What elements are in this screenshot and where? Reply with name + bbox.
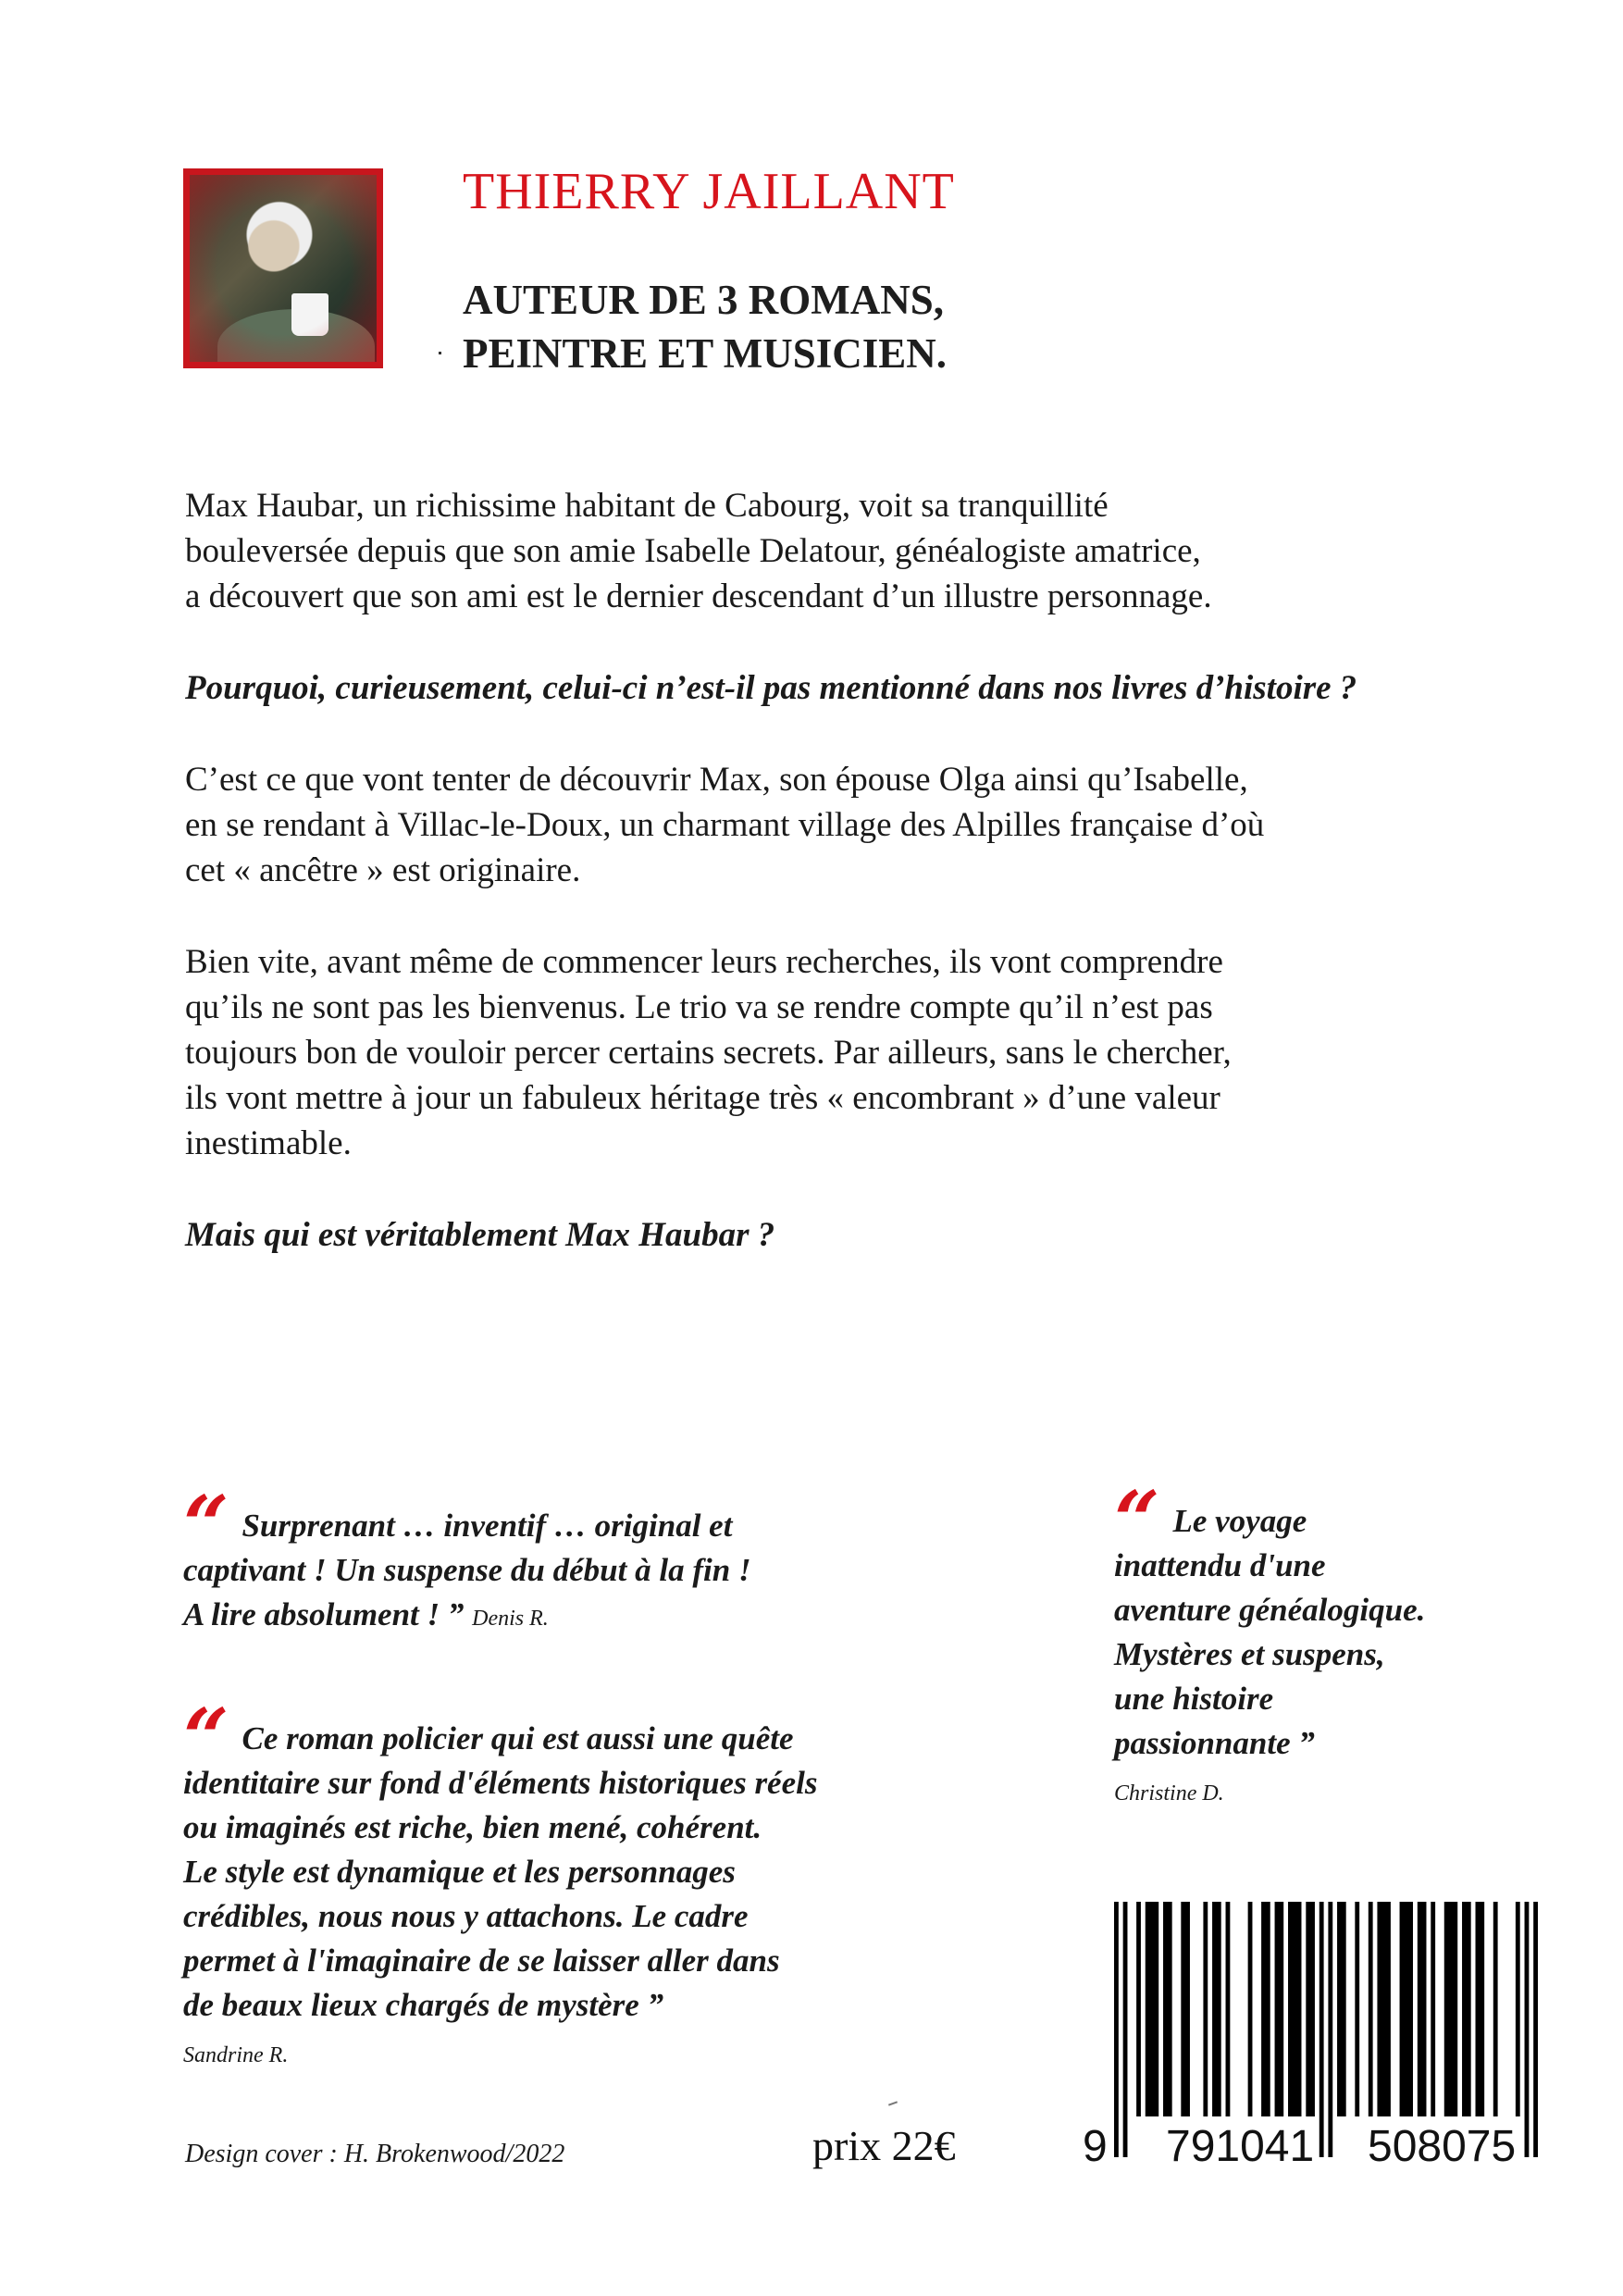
text-line: inestimable. [185,1124,352,1162]
barcode-bar [1525,1902,1530,2157]
text-line: cet « ancêtre » est originaire. [185,851,581,889]
review-text-line: inattendu d'une [1114,1547,1326,1583]
barcode-bar [1248,1902,1253,2116]
barcode-bar [1136,1902,1141,2116]
author-subtitle-line: AUTEUR DE 3 ROMANS, [463,277,945,323]
text-line: bouleversée depuis que son amie Isabelle Delatour, généalogiste amatrice, [185,532,1201,570]
text-line: toujours bon de vouloir percer certains secrets. Par ailleurs, sans le chercher, [185,1034,1232,1072]
text-line: Max Haubar, un richissime habitant de Cabourg, voit sa tranquillité [185,487,1109,525]
review-text-line: de beaux lieux chargés de mystère ” [183,1987,664,2023]
text-line: Bien vite, avant même de commencer leurs recherches, ils vont comprendre [185,943,1223,981]
barcode-bar [1400,1902,1413,2116]
barcode-bar [1226,1902,1231,2116]
text-line: en se rendant à Villac-le-Doux, un charmant village des Alpilles française d’où [185,806,1265,844]
decorative-tick [888,2101,898,2105]
review-text-line: aventure généalogique. [1114,1592,1426,1628]
barcode-bar [1355,1902,1359,2116]
author-subtitle-line: PEINTRE ET MUSICIEN. [463,330,948,377]
barcode-bar [1123,1902,1128,2157]
review-text-line: Mystères et suspens, [1114,1636,1385,1672]
decorative-dot [439,352,441,354]
price: prix 22€ [812,2122,956,2169]
barcode-bar [1462,1902,1471,2116]
quote-mark-icon: “ [183,1479,229,1572]
barcode-bar [1275,1902,1284,2116]
barcode-bar [1114,1902,1119,2157]
barcode-bar [1163,1902,1172,2116]
review-text-line: Le voyage [1172,1503,1307,1539]
barcode-bar [1306,1902,1315,2116]
review-christine [1114,1474,1426,1816]
barcode-bar [1476,1902,1485,2116]
synopsis-paragraph [185,483,1481,619]
synopsis-question: Mais qui est véritablement Max Haubar ? [185,1216,775,1254]
review-text-line: identitaire sur fond d'éléments historiques réels [183,1765,818,1801]
barcode-bar [1516,1902,1520,2116]
review-text-line: passionnante ” [1114,1725,1315,1761]
review-text-line: captivant ! Un suspense du début à la fin ! [183,1552,751,1588]
barcode-bar [1418,1902,1427,2116]
synopsis-paragraph [185,757,1481,893]
barcode-bar [1319,1902,1324,2157]
review-author: Sandrine R. [183,2043,289,2067]
text-line: a découvert que son ami est le dernier descendant d’un illustre personnage. [185,577,1212,615]
review-text-line: Surprenant … inventif … original et [242,1508,733,1544]
barcode-bar [1431,1902,1435,2116]
review-text-line: Ce roman policier qui est aussi une quête [242,1720,794,1756]
barcode-bar [1181,1902,1190,2116]
quote-mark-icon: “ [1114,1474,1160,1568]
barcode-bar [1369,1902,1373,2116]
text-line: ils vont mettre à jour un fabuleux héritage très « encombrant » d’une valeur [185,1079,1220,1117]
barcode-bar [1203,1902,1208,2116]
synopsis [185,483,1481,1304]
quote-mark-icon: “ [183,1692,229,1785]
synopsis-question: Pourquoi, curieusement, celui-ci n’est-il pas mentionné dans nos livres d’histoire ? [185,669,1357,707]
review-text-line: crédibles, nous nous y attachons. Le cadre [183,1898,749,1934]
review-text-line: une histoire [1114,1681,1274,1717]
barcode-digit-first: 9 [1083,2122,1108,2171]
review-author: Denis R. [472,1607,549,1631]
author-photo [183,168,383,368]
barcode-bar [1377,1902,1390,2116]
barcode-bar [1337,1902,1346,2116]
text-line: qu’ils ne sont pas les bienvenus. Le trio va se rendre compte qu’il n’est pas [185,988,1213,1026]
barcode-bar [1288,1902,1301,2116]
review-author: Christine D. [1114,1781,1224,1806]
review-text-line: Le style est dynamique et les personnages [183,1854,736,1890]
design-credit: Design cover : H. Brokenwood/2022 [185,2140,565,2168]
synopsis-paragraph [185,939,1481,1166]
review-text-line: A lire absolument ! ” [183,1596,465,1632]
barcode-bar [1261,1902,1270,2116]
barcode-bar [1146,1902,1158,2116]
review-text-line: permet à l'imaginaire de se laisser aller dans [183,1942,780,1979]
barcode-digits-left: 791041 [1166,2122,1315,2171]
author-subtitle [463,273,947,380]
barcode-bar [1328,1902,1332,2157]
author-name: THIERRY JAILLANT [463,163,955,220]
barcode-bar [1533,1902,1538,2157]
barcode-digits-right: 508075 [1368,2122,1517,2171]
review-denis [183,1479,751,1641]
barcode-bar [1212,1902,1221,2116]
review-text-line: ou imaginés est riche, bien mené, cohérent. [183,1809,762,1845]
barcode-bar [1493,1902,1498,2116]
text-line: C’est ce que vont tenter de découvrir Max, son épouse Olga ainsi qu’Isabelle, [185,761,1248,799]
barcode-bar [1444,1902,1457,2116]
barcode [1114,1902,1538,2157]
review-sandrine [183,1692,818,2078]
